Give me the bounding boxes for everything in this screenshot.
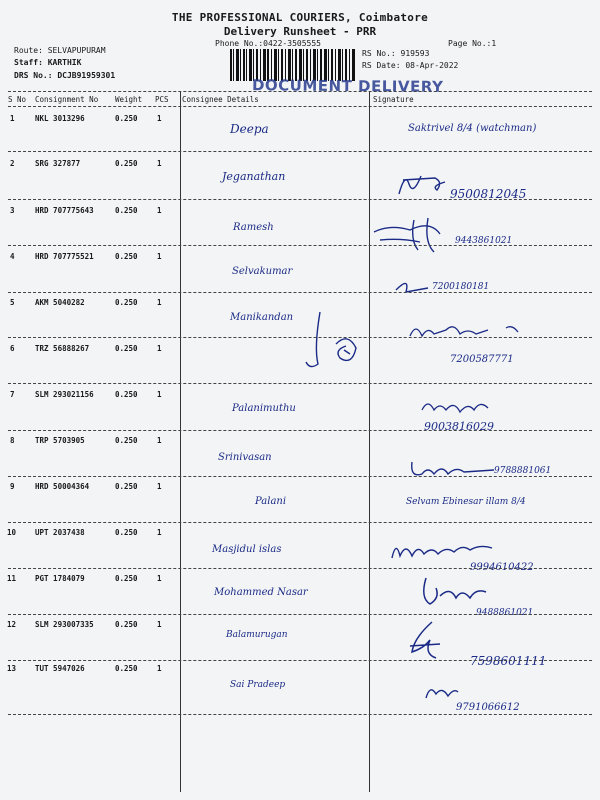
signature-scribble: [406, 318, 526, 342]
signature-handwriting: Selvam Ebinesar illam 8/4: [406, 497, 526, 507]
row-consignment: PGT 1784079: [35, 574, 85, 583]
row-divider: [8, 199, 592, 200]
signature-scribble: [388, 538, 498, 562]
row-consignment: TUT 5947026: [35, 664, 85, 673]
row-consignment: SLM 293021156: [35, 390, 94, 399]
staff-label: Staff: KARTHIK: [14, 58, 82, 67]
signature-handwriting: 7200587771: [450, 354, 514, 365]
row-pcs: 1: [157, 298, 162, 307]
row-weight: 0.250: [115, 436, 138, 445]
drs-number: DRS No.: DCJB91959301: [14, 71, 116, 80]
row-weight: 0.250: [115, 298, 138, 307]
row-divider: [8, 337, 592, 338]
row-pcs: 1: [157, 528, 162, 537]
consignee-signature-scribble: [300, 308, 370, 373]
row-consignment: HRD 50004364: [35, 482, 90, 491]
col-header-consignee: Consignee Details: [182, 95, 259, 104]
consignee-handwriting: Manikandan: [230, 312, 294, 323]
header-bottom-rule: [8, 106, 592, 107]
row-pcs: 1: [157, 436, 162, 445]
row-weight: 0.250: [115, 159, 138, 168]
signature-scribble: [422, 680, 462, 704]
row-sno: 13: [7, 664, 17, 673]
row-divider: [8, 245, 592, 246]
signature-scribble: [418, 396, 498, 416]
row-sno: 6: [10, 344, 15, 353]
signature-handwriting: 9791066612: [456, 702, 520, 713]
row-pcs: 1: [157, 206, 162, 215]
rs-number: RS No.: 919593: [362, 49, 430, 58]
signature-handwriting: 7598601111: [470, 654, 547, 668]
row-consignment: TRP 5703905: [35, 436, 85, 445]
col-header-consignment: Consignment No: [35, 95, 99, 104]
signature-handwriting: 9488861021: [476, 608, 534, 618]
row-weight: 0.250: [115, 252, 138, 261]
signature-handwriting: 7200180181: [432, 282, 490, 292]
signature-scribble: [392, 274, 432, 294]
row-weight: 0.250: [115, 620, 138, 629]
row-sno: 3: [10, 206, 15, 215]
row-sno: 10: [7, 528, 17, 537]
signature-handwriting: 9788881061: [494, 466, 552, 476]
consignee-handwriting: Palanimuthu: [232, 403, 296, 414]
row-pcs: 1: [157, 159, 162, 168]
signature-scribble: [404, 618, 444, 662]
row-divider: [8, 476, 592, 477]
consignee-handwriting: Sai Pradeep: [230, 680, 286, 690]
row-weight: 0.250: [115, 528, 138, 537]
row-sno: 4: [10, 252, 15, 261]
row-divider: [8, 151, 592, 152]
col-header-pcs: PCS: [155, 95, 169, 104]
row-weight: 0.250: [115, 344, 138, 353]
signature-scribble: [395, 168, 455, 198]
row-sno: 1: [10, 114, 15, 123]
row-divider: [8, 614, 592, 615]
row-weight: 0.250: [115, 664, 138, 673]
page-number: Page No.:1: [448, 39, 497, 48]
consignee-column-divider: [180, 92, 181, 792]
row-weight: 0.250: [115, 114, 138, 123]
rs-date: RS Date: 08-Apr-2022: [362, 61, 459, 70]
row-weight: 0.250: [115, 206, 138, 215]
consignee-handwriting: Palani: [255, 496, 287, 507]
col-header-signature: Signature: [373, 95, 414, 104]
consignee-handwriting: Mohammed Nasar: [214, 587, 308, 598]
consignee-handwriting: Selvakumar: [232, 266, 293, 277]
row-pcs: 1: [157, 620, 162, 629]
route-label: Route: SELVAPUPURAM: [14, 46, 106, 55]
signature-handwriting: 9003816029: [424, 420, 494, 433]
consignee-handwriting: Deepa: [230, 122, 269, 136]
row-divider: [8, 660, 592, 661]
row-divider: [8, 522, 592, 523]
row-divider: [8, 568, 592, 569]
row-consignment: TRZ 56888267: [35, 344, 90, 353]
row-pcs: 1: [157, 252, 162, 261]
row-pcs: 1: [157, 114, 162, 123]
row-divider: [8, 430, 592, 431]
signature-handwriting: 9994610422: [470, 562, 534, 573]
row-pcs: 1: [157, 482, 162, 491]
signature-scribble: [416, 574, 496, 610]
row-consignment: NKL 3013296: [35, 114, 85, 123]
row-divider: [8, 292, 592, 293]
row-pcs: 1: [157, 664, 162, 673]
row-weight: 0.250: [115, 390, 138, 399]
row-sno: 8: [10, 436, 15, 445]
row-pcs: 1: [157, 344, 162, 353]
row-sno: 5: [10, 298, 15, 307]
row-consignment: HRD 707775643: [35, 206, 94, 215]
row-sno: 2: [10, 159, 15, 168]
row-pcs: 1: [157, 390, 162, 399]
row-consignment: SLM 293007335: [35, 620, 94, 629]
row-sno: 11: [7, 574, 17, 583]
signature-scribble: [370, 210, 465, 255]
company-title: THE PROFESSIONAL COURIERS, Coimbatore: [171, 11, 429, 24]
col-header-weight: Weight: [115, 95, 143, 104]
row-consignment: SRG 327877: [35, 159, 81, 168]
consignee-handwriting: Srinivasan: [218, 452, 272, 463]
signature-scribble: [408, 456, 498, 482]
consignee-handwriting: Balamurugan: [226, 630, 288, 640]
consignee-handwriting: Masjidul islas: [212, 544, 282, 555]
col-header-sno: S No: [8, 95, 27, 104]
document-delivery-stamp: DOCUMENT DELIVERY: [251, 76, 444, 96]
row-divider: [8, 383, 592, 384]
row-consignment: UPT 2037438: [35, 528, 85, 537]
row-pcs: 1: [157, 574, 162, 583]
signature-handwriting: 9500812045: [450, 187, 527, 201]
signature-handwriting: Saktrivel 8/4 (watchman): [408, 123, 537, 134]
row-sno: 7: [10, 390, 15, 399]
row-consignment: HRD 707775521: [35, 252, 94, 261]
signature-handwriting: 9443861021: [455, 236, 513, 246]
phone-number: Phone No.:0422-3505555: [215, 39, 321, 48]
consignee-handwriting: Jeganathan: [222, 170, 286, 183]
row-weight: 0.250: [115, 574, 138, 583]
header-top-rule: [8, 91, 592, 92]
row-sno: 12: [7, 620, 17, 629]
row-weight: 0.250: [115, 482, 138, 491]
consignee-handwriting: Ramesh: [233, 222, 274, 233]
runsheet-subtitle: Delivery Runsheet - PRR: [223, 25, 377, 38]
signature-column-divider: [369, 92, 370, 792]
table-bottom-rule: [8, 714, 592, 715]
row-sno: 9: [10, 482, 15, 491]
row-consignment: AKM 5040282: [35, 298, 85, 307]
